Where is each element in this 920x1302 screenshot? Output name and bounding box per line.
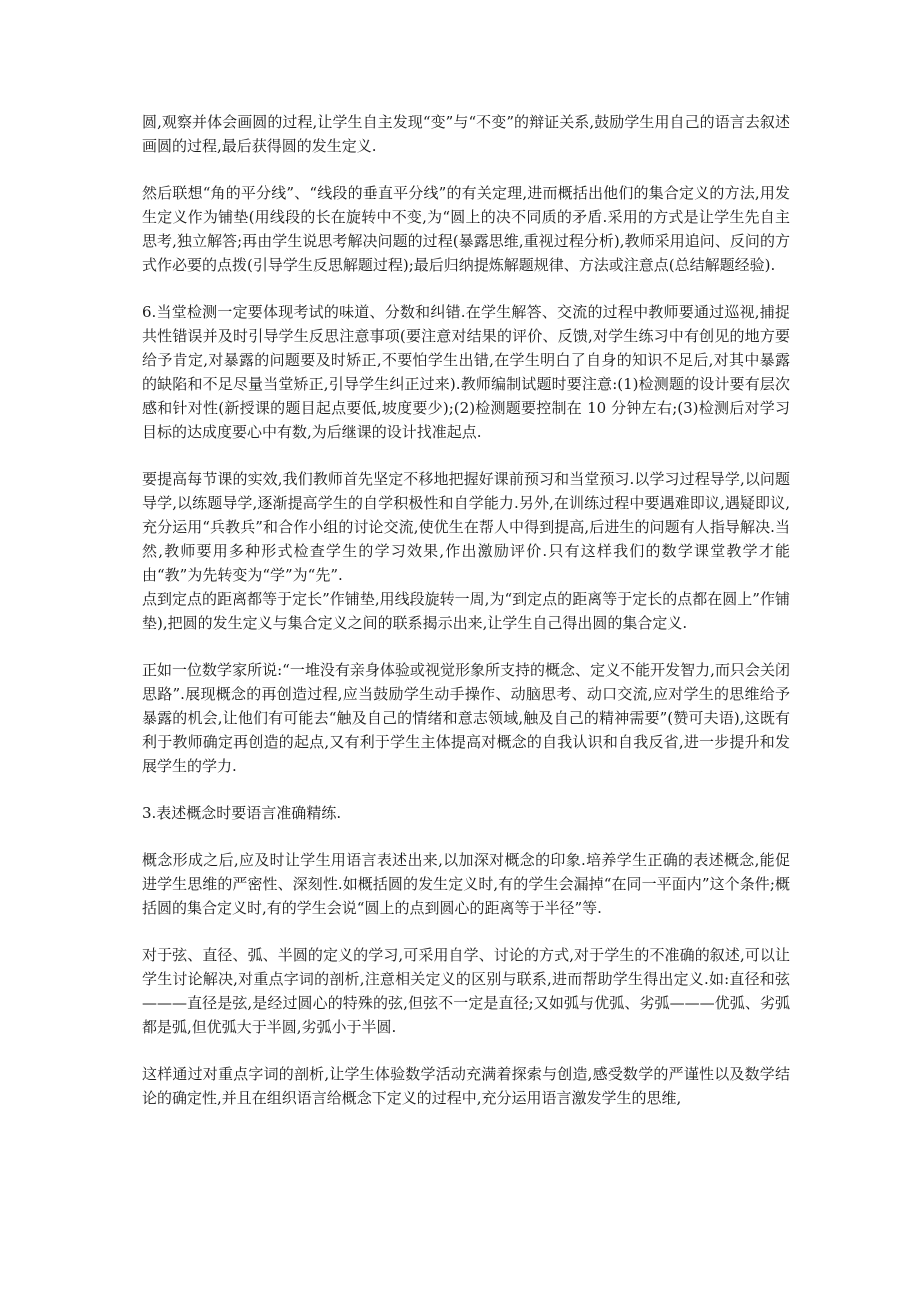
paragraph-6: 正如一位数学家所说:“一堆没有亲身体验或视觉形象所支持的概念、定义不能开发智力,而只会关闭思路”.展现概念的再创造过程,应当鼓励学生动手操作、动脑思考、动口交流,应对学生的思维给予暴露的机会,让他们有可能去“触及自己的情绪和意志领域,触及自己的精神需要”(赞可夫语),这既有利于教师确定再创造的起点,又有利于学生主体提高对概念的自我认识和自我反省,进一步提升和发展学生的学力. — [142, 661, 790, 775]
paragraph-3: 6.当堂检测一定要体现考试的味道、分数和纠错.在学生解答、交流的过程中教师要通过巡视,捕捉共性错误并及时引导学生反思注意事项(要注意对结果的评价、反馈,对学生练习中有创见的地方要给予肯定,对暴露的问题要及时矫正,不要怕学生出错,在学生明白了自身的知识不足后,对其中暴露的缺陷和不足尽量当堂矫正,引导学生纠正过来).教师编制试题时要注意:(1)检测题的设计要有层次感和针对性(新授课的题目起点要低,坡度要少);(2)检测题要控制在 10 分钟左右;(3)检测后对学习目标的达成度要心中有数,为后继课的设计找准起点. — [142, 303, 790, 441]
paragraph-4: 要提高每节课的实效,我们教师首先坚定不移地把握好课前预习和当堂预习.以学习过程导学,以问题导学,以练题导学,逐渐提高学生的自学积极性和自学能力.另外,在训练过程中要遇难即议,遇疑即议,充分运用“兵教兵”和合作小组的讨论交流,使优生在帮人中得到提高,后进生的问题有人指导解决.当然,教师要用多种形式检查学生的学习效果,作出激励评价.只有这样我们的数学课堂教学才能由“教”为先转变为“学”为“先”. — [142, 470, 790, 584]
section-heading: 3.表述概念时要语言准确精练. — [142, 804, 342, 822]
document-body — [142, 110, 790, 1133]
paragraph-5: 点到定点的距离都等于定长”作铺垫,用线段旋转一周,为“到定点的距离等于定长的点都在圆上”作铺垫),把圆的发生定义与集合定义之间的联系揭示出来,让学生自己得出圆的集合定义. — [142, 590, 790, 632]
paragraph-2: 然后联想“角的平分线”、“线段的垂直平分线”的有关定理,进而概括出他们的集合定义的方法,用发生定义作为铺垫(用线段的长在旋转中不变,为“圆上的决不同质的矛盾.采用的方式是让学生先自主思考,独立解答;再由学生说思考解决问题的过程(暴露思维,重视过程分析),教师采用追问、反问的方式作必要的点拨(引导学生反思解题过程);最后归纳提炼解题规律、方法或注意点(总结解题经验). — [142, 184, 790, 274]
paragraph-9: 对于弦、直径、弧、半圆的定义的学习,可采用自学、讨论的方式,对于学生的不准确的叙述,可以让学生讨论解决,对重点字词的剖析,注意相关定义的区别与联系,进而帮助学生得出定义.如:直径和弦———直径是弦,是经过圆心的特殊的弦,但弦不一定是直径;又如弧与优弧、劣弧———优弧、劣弧都是弧,但优弧大于半圆,劣弧小于半圆. — [142, 946, 790, 1036]
paragraph-8: 概念形成之后,应及时让学生用语言表述出来,以加深对概念的印象.培养学生正确的表述概念,能促进学生思维的严密性、深刻性.如概括圆的发生定义时,有的学生会漏掉“在同一平面内”这个条件;概括圆的集合定义时,有的学生会说“圆上的点到圆心的距离等于半径”等. — [142, 851, 790, 917]
paragraph-10: 这样通过对重点字词的剖析,让学生体验数学活动充满着探索与创造,感受数学的严谨性以及数学结论的确定性,并且在组织语言给概念下定义的过程中,充分运用语言激发学生的思维, — [142, 1065, 790, 1107]
paragraph-1: 圆,观察并体会画圆的过程,让学生自主发现“变”与“不变”的辩证关系,鼓励学生用自己的语言去叙述画圆的过程,最后获得圆的发生定义. — [142, 113, 790, 155]
